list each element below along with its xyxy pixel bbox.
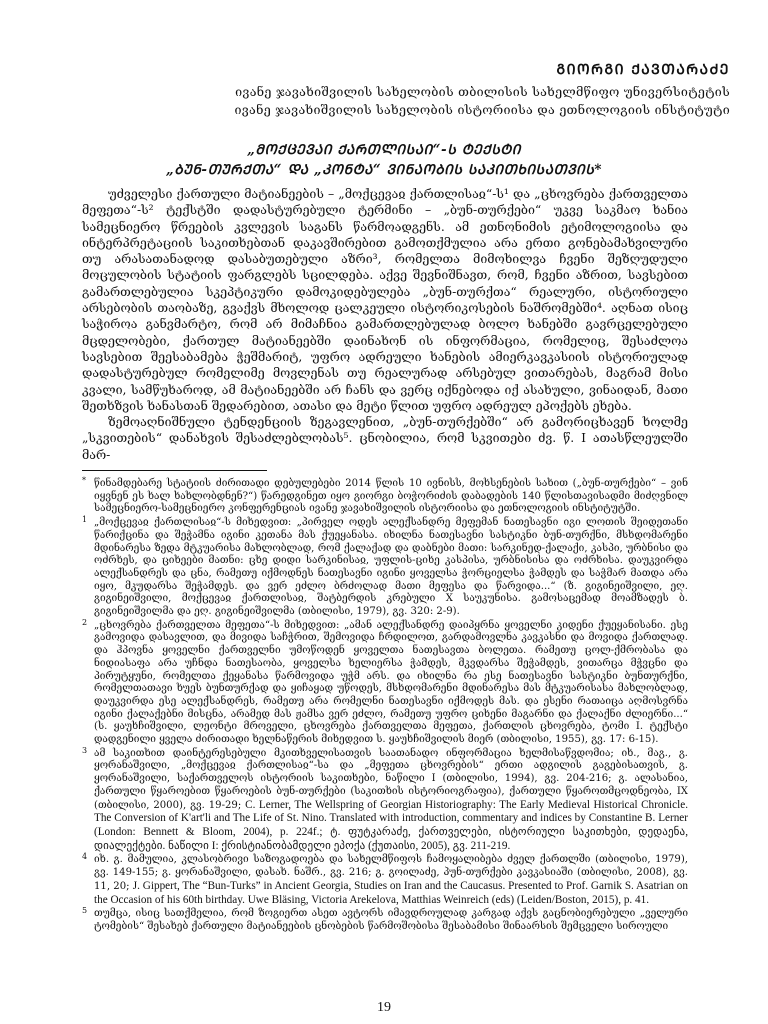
title-line-2: „ᲑᲣᲜ-ᲗᲣᲠᲥᲗᲐ“ ᲓᲐ „ᲙᲝᲜᲢᲐ“ ᲕᲘᲜᲐᲝᲑᲘᲡ ᲡᲐᲙᲘᲗᲮᲘᲡᲐᲗᲕᲘᲡ*: [165, 162, 603, 178]
footnote-mark: *: [82, 476, 86, 485]
footnote: [82, 745, 688, 854]
footnote: [82, 517, 688, 619]
footnote: [82, 854, 688, 907]
body-paragraph-2: ზემოაღნიშნული ტენდენციის ზეგავლენით, „ბუნ-თურქებში“ არ გამორიცხავენ ხოლმე „სკვითების“ დანახვის შესაძლებლობას⁵. ცნობილია, რომ სკვითები ძვ. წ. I ათასწლეულში მარ-: [82, 414, 688, 462]
footnote-text: წინამდებარე სტატიის ძირითადი დებულებები 2014 წლის 10 ივნისს, მოხსენების სახით („ბუნ-თურქები“ – ვინ იყვნენ ეს ხალ ხახლობდნენ?“) წარედგინეთ იყო გიორგი ბოჭორიძის დაბადების 140 წლისთავისადმი მიძღვნილ სამეცნიერო-სამეცნიერო კონფერენციას ივანე ჯავახიშვილის ისტორიისა და ეთნოლოგიის ინსტიტუტში.: [94, 478, 688, 515]
affiliation-university: ივანე ჯავახიშვილის სახელობის თბილისის სახელმწიფო უნივერსიტეტის: [235, 84, 730, 99]
affiliation-institute: ივანე ჯავახიშვილის სახელობის ისტორიისა და ეთნოლოგიის ინსტიტუტი: [234, 102, 730, 117]
footnote-text: „მოქცევაჲ ქართლისაჲ“-ს მიხედვით: „პირველ ოდეს ალექსანდრე მეფემან ნათესავნი იგი ლოთის შეიდეთანი წარიქცინა და შეჭამნა იგინი კეთანა მას ქუეყანასა. იხილნა ნათესავნი სასტიკნი ბუნ-თურქნი, მსხდომარენი მდინარესა ზედა მტკუარისა მახლობლად, რომ ქალაქად და დაბნები მათი: სარკინედ-ქალაქი, კასპი, ურბნისი და ოძრხეს, და ციხეები მათნი: ცხე დიდი სარკინისაჲ, უფლის-ციხე კასპისა, ურბნისისა და ოძრხისა. დაუკვირდა ალექსანდრეს და ცნა, რამეთუ იქმოდნეს ნათესავნი იგინი ყოველსა ჭორციელსა ჭამდეს და საჭმარ მათდა არა იყო, მკუდარსა შეჭამდეს. და ვერ ეძლო ბრძოლად მათი მეფესა და წარვიდა...“ (ზ. გიგინეიშვილი, ეღ. გიგინეიშვილი, მოქცევაჲ ქართლისაჲ, შატბერდის კრებული X საუკუნისა. გამოსაცემად მოამზადეს ბ. გიგინეიშვილმა და ეღ. გიგინეიშვილმა (თბილისი, 1979), გვ. 320: 2-9).: [94, 517, 688, 618]
footnote-text: თუმცა, ისიც სათქმელია, რომ ზოგიერთ ასეთ ავტორს იმავდროულად კარგად აქვს გაცნობიერებული „ველური ტომების“ შესახებ ქართული მატიანეების ცნობების წარმოშობისა შესაბამისი შინაარსის შემცველი სიროული: [94, 908, 688, 932]
footnote-text: იხ. გ. მამულია, კლასობრივი საზოგადოება და სახელმწიფოს ჩამოყალიბება ძველ ქართლში (თბილისი, 1979), გვ. 149-155; გ. ყორანაშვილი, დასახ. ნაშრ., გვ. 216; გ. გოილაძე, პუნ-თურქები კავკასიაში (თბილისი, 2008), გვ. 11, 20;: [94, 854, 688, 892]
footnote: [82, 908, 688, 933]
footnote-latin-reference: C. Lerner, The Wellspring of Georgian Historiography: The Early Medieval Historical Chronicle. The Conversion of K'art'li and The Life of St. Nino. Translated with introduction, commentary and indices by Constantine B. Lerner (London: Bennett & Bloom, 2004), p. 224f.; ტ. ფუტკარაძე, ქართველები, ისტორიული საკითხები, დედაენა, დიალექტები. ნაწილი I: ქრისტიანობამდელი ეპოქა (ქუთაისი, 2005), გვ. 211-219.: [94, 798, 688, 852]
footnotes: [82, 478, 688, 935]
footnote: [82, 617, 688, 747]
footnote-latin-reference: J. Gippert, The “Bun-Turks” in Ancient Georgia, Studies on Iran and the Caucasus. Presented to Prof. Garnik S. Asatrian on the Occasion of his 60th birthday. Uwe Bläsing, Victoria Arekelova, Matthias Weinreich (eds) (Leiden/Boston, 2015), p. 41.: [94, 879, 688, 906]
article-title: [0, 140, 768, 180]
body-paragraph-1: უძველესი ქართული მატიანეების – „მოქცევაჲ ქართლისაჲ“-ს¹ და „ცხოვრება ქართველთა მეფეთა“-ს² ტექსტში დადასტურებული ტერმინი – „ბუნ-თურქები“ უკვე საკმაო ხანია სამეცნიერო წრეების კვლევის საგანს წარმოადგენს. ამ ეთნონიმის ეტიმოლოგიისა და ინტერპრეტაციის საკითხებთან დაკავშირებით გამოთქმულია არა ერთი გონებამახვილური თუ არასათანადოდ დასაბუთებული აზრი³, რომელთა მიმოხილვა ჩვენი შეზღუდული მოცულობის სტატიის ფარგლებს სცილდება. აქვე შევნიშნავთ, რომ, ჩვენი აზრით, სავსებით გამართლებულია სკეპტიკური დამოკიდებულება „ბუნ-თურქთა“ რეალური, ისტორიული არსებობის თაობაზე, გვაქვს მხოლოდ ცალკეული ისტორიკოსების ნაშრომებში⁴. აღნათ ისიც საჭიროა განვმარტო, რომ არ მიმაჩნია გამართლებულად ბოლო ხანებში გავრცელებული მცდელობები, ქართულ მატიანეებში დაინახონ ის ინფორმაცია, რომელიც, შესაძლოა სავსებით შეესაბამება ჭეშმარიტ, უფრო ადრეული ხანების ამიერკავკასიის ისტორიულად დადასტურებულ რომელიმე მოვლენას თუ რეალურად არსებულ ვითარებას, მაგრამ მისი კვალი, სამწუხაროდ, ამ მატიანეებში არ ჩანს და ვერც იქნებოდა იქ ასახული, ვინაიდან, მათი შეთხზვის ხანასთან შედარებით, ათასი და მეტი წლით უფრო ადრეულ ეპოქებს ეხება.: [82, 186, 688, 413]
footnote-text: „ცხოვრება ქართველთა მეფეთა“-ს მიხედვით: „ამან ალექსანდრე დაიპყრნა ყოველნი კიდენი ქუეყანისანი. ესე გამოვიდა დასავლით, და მივიდა საჩჭრით, შემოვიდა ჩრდილოთ, გარდამოვლნა კავკასნი და მოვიდა ქართლად. და ჰპოვნა ყოველნი ქართველნი უმოწოდენ ყოველთა ნათესავთა ბოლეთა. რამეთუ ცოლ-ქმრობასა და ნიდიასაფა არა უჩნდა ნათესაობა, ყოველსა ხელიერსა ჭამდეს, მკვდარსა შეჭამდეს, ვითარცა მჭვცნი და პირუტყუნი, რომელთა ქეყანასა წარმოვიდა უჭმ არს. და იხილნა რა ესე ნათესავნი სასტიკნი ბუნთურქნი, რომელთათავი ხუეს ბუნთურქად და ყიჩაყად უწოდეს, მსხდომარენი მდინარესა მას მტკუარისასა მახლობლად, დაუკვირდა ესე ალექსანდრეს, რამეთუ არა რომელნი ნათესავნი იქმოდეს მას. და ესენი რათაიცა აღმოსვრნა იგინი ქალაქებნი მისცნა, არამედ მას ჟამსა ვერ ეძლო, რამეთუ უფრო ციხენი მაგარნი და ქალაქნი ძლიერნი...“ (ს. ყაუხჩიშვილი, ლეონტი მროველი, ცხოვრება ქართველთა მეფეთა, ქართლის ცხოვრება, ტომი I. ტექსტი დადგენილი ყველა ძირითადი ხელნაწერის მიხედვით ს. ყაუხჩიშვილის მიერ (თბილისი, 1955), გვ. 17: 6-15).: [94, 619, 688, 746]
title-line-1: „ᲛᲝᲥᲪᲔᲕᲐᲘ ᲥᲐᲠᲗᲚᲘᲡᲐᲘ“-Ს ᲢᲔᲥᲡᲢᲘ: [247, 142, 521, 158]
footnote-mark: 5: [82, 906, 88, 916]
article-body: [82, 186, 688, 463]
author-name: ᲒᲘᲝᲠᲒᲘ ᲥᲐᲕᲗᲐᲠᲐᲫᲔ: [556, 62, 730, 78]
footnote-text: ამ საკითხით დაინტერესებული მკითხველისათვის საათანადო ინფორმაცია ხელმისაწვდომია; იხ., მაგ., გ. ყორანაშვილი, „მოქცევაჲ ქართლისაჲ“-სა და „მეფეთა ცხოვრების“ ერთი ადგილის გაგებისათვის, გ. ყორანაშვილი, საქართველოს ისტორიის საკითხები, ნაწილი I (თბილისი, 1994), გვ. 204-216; გ. ალასანია, ქართული წყაროებით წყაროების ბუნ-თურქები (საკითხის ისტორიოგრაფია), ქართული წყაროთმცოდნეობა, IX (თბილისი, 2000), გვ. 19-29;: [94, 747, 688, 811]
footnote-mark: 4: [82, 852, 88, 862]
footnote-divider: [82, 470, 267, 471]
footnote: [82, 478, 688, 516]
footnote-mark: 2: [82, 617, 88, 627]
author-block: [234, 60, 730, 119]
footnote-mark: 1: [82, 515, 88, 525]
footnote-mark: 3: [82, 745, 88, 755]
page-number: 19: [377, 1000, 391, 1015]
